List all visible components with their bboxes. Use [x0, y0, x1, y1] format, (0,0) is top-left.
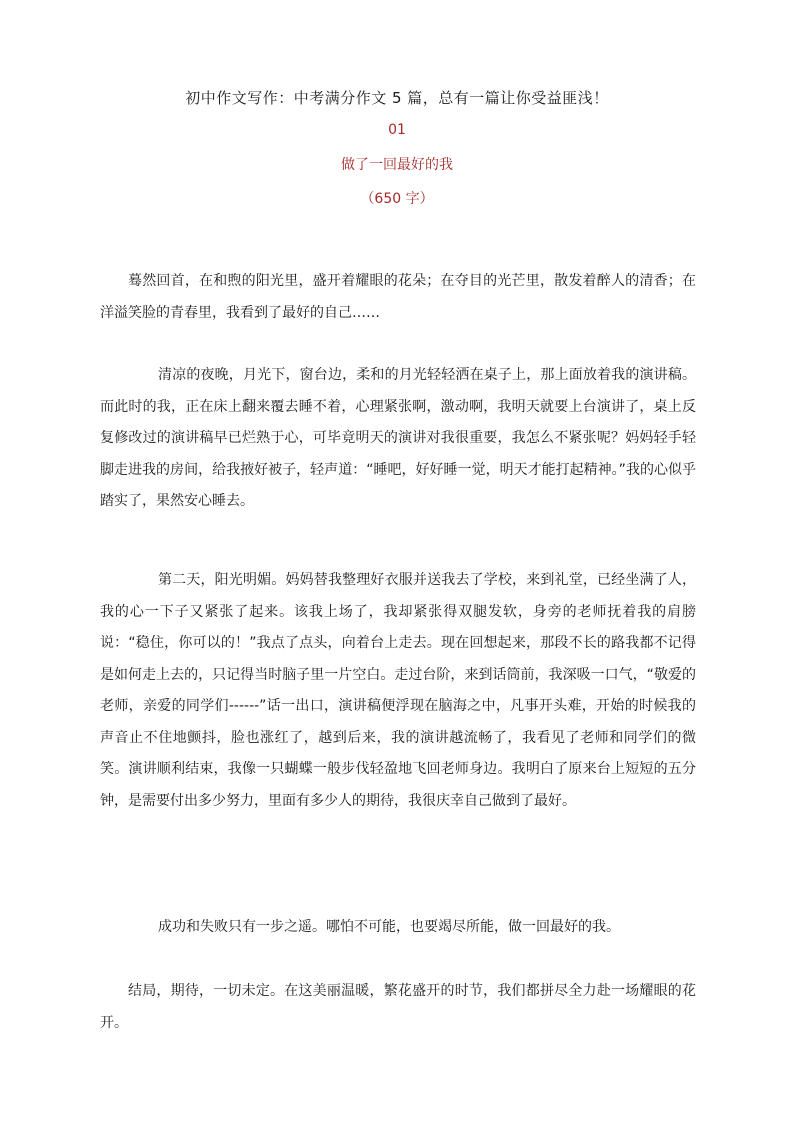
- section-title: 做了一回最好的我: [341, 157, 453, 173]
- section-word-count: （650 字）: [360, 191, 434, 207]
- section-number: 01: [388, 122, 406, 138]
- paragraph: 蓦然回首，在和煦的阳光里，盛开着耀眼的花朵；在夺目的光芒里，散发着醉人的清香；在洋溢笑脸的青春里，我看到了最好的自己……: [100, 273, 696, 321]
- paragraph: 结局，期待，一切未定。在这美丽温暖，繁花盛开的时节，我们都拼尽全力赴一场耀眼的花开。: [100, 983, 696, 1031]
- paragraph: 第二天，阳光明媚。妈妈替我整理好衣服并送我去了学校，来到礼堂，已经坐满了人，我的心一下子又紧张了起来。该我上场了，我却紧张得双腿发软，身旁的老师抚着我的肩膀说：“稳住，你可以的！”我点了点头，向着台上走去。现在回想起来，那段不长的路我都不记得是如何走上去的，只记得当时脑子里一片空白。走过台阶，来到话筒前，我深吸一口气，“敬爱的老师，亲爱的同学们------”话一出口，演讲稿便浮现在脑海之中，凡事开头难，开始的时候我的声音止不住地颤抖，脸也涨红了，越到后来，我的演讲越流畅了，我看见了老师和同学们的微笑。演讲顺利结束，我像一只蝴蝶一般步伐轻盈地飞回老师身边。我明白了原来台上短短的五分钟，是需要付出多少努力，里面有多少人的期待，我很庆幸自己做到了最好。: [100, 572, 696, 809]
- paragraph: 成功和失败只有一步之遥。哪怕不可能，也要竭尽所能，做一回最好的我。: [158, 919, 620, 935]
- paragraph: 清凉的夜晚，月光下，窗台边，柔和的月光轻轻洒在桌子上，那上面放着我的演讲稿。而此时的我，正在床上翻来覆去睡不着，心理紧张啊，激动啊，我明天就要上台演讲了，桌上反复修改过的演讲稿早已烂熟于心，可毕竟明天的演讲对我很重要，我怎么不紧张呢？妈妈轻手轻脚走进我的房间，给我掖好被子，轻声道：“睡吧，好好睡一觉，明天才能打起精神。”我的心似乎踏实了，果然安心睡去。: [100, 367, 696, 509]
- document-title: 初中作文写作：中考满分作文 5 篇，总有一篇让你受益匪浅！: [185, 89, 609, 107]
